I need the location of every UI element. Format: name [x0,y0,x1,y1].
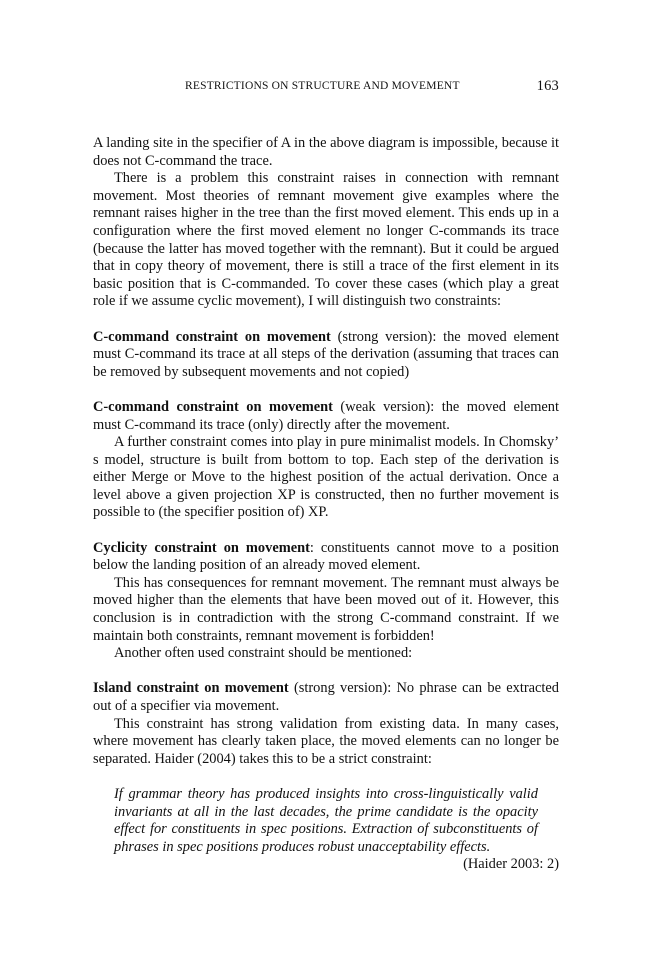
definition-term: Island constraint on movement [93,680,289,697]
definition-term: C-command constraint on movement [93,328,331,345]
page-number: 163 [536,78,559,94]
running-head [93,78,559,98]
running-title: RESTRICTIONS ON STRUCTURE AND MOVEMENT [185,80,460,92]
definition-text: (strong version): the moved element must C-command its trace at all steps of the derivation (assuming that traces can be removed by subsequent movements and not copied) [93,328,559,380]
paragraph: This constraint has strong validation from existing data. In many cases, where movement has clearly taken place, the moved elements can no longer be separated. Haider (2004) takes this to be a strict constraint: [93,715,559,767]
paragraph: A landing site in the specifier of A in the above diagram is impossible, because it does not C-command the trace. [93,135,559,169]
block-quote: If grammar theory has produced insights into cross-linguistically valid invariants at all in the last decades, the prime candidate is the opacity effect for constituents in spec positions. Extraction of subconstituents of phrases in spec positions produces robust unacceptability effects. [114,785,538,855]
quote-citation: (Haider 2003: 2) [463,856,559,873]
paragraph: Another often used constraint should be mentioned: [114,645,413,662]
paragraph: A further constraint comes into play in pure minimalist models. In Chomsky’ s model, structure is built from bottom to top. Each step of the derivation is either Merge or Move to the highest position of the actual derivation. Once a level above a given projection XP is constructed, then no further movement is possible to (the specifier position of) XP. [93,434,559,521]
body-text [93,135,559,874]
definition-weak-c-command [93,399,559,434]
definition-term: Cyclicity constraint on movement [93,539,310,556]
definition-text: (weak version): the moved element must C-command its trace (only) directly after the movement. [93,398,559,433]
definition-island [93,680,559,715]
definition-text: : constituents cannot move to a position below the landing position of an already moved element. [93,539,559,574]
definition-term: C-command constraint on movement [93,398,333,415]
paragraph: This has consequences for remnant movement. The remnant must always be moved higher than the elements that have been moved out of it. However, this conclusion is in contradiction with the strong C-command constraint. If we maintain both constraints, remnant movement is forbidden! [93,574,559,644]
definition-strong-c-command [93,329,559,382]
page [93,78,559,874]
definition-cyclicity [93,540,559,575]
paragraph: There is a problem this constraint raises in connection with remnant movement. Most theories of remnant movement give examples where the remnant raises higher in the tree than the first moved element. This ends up in a configuration where the first moved element no longer C-commands its trace (because the latter has moved together with the remnant). But it could be argued that in copy theory of movement, there is still a trace of the first element in its basic position that is C-commanded. To cover these cases (which play a great role if we assume cyclic movement), I will distinguish two constraints: [93,170,559,310]
definition-text: (strong version): No phrase can be extracted out of a specifier via movement. [93,680,559,714]
